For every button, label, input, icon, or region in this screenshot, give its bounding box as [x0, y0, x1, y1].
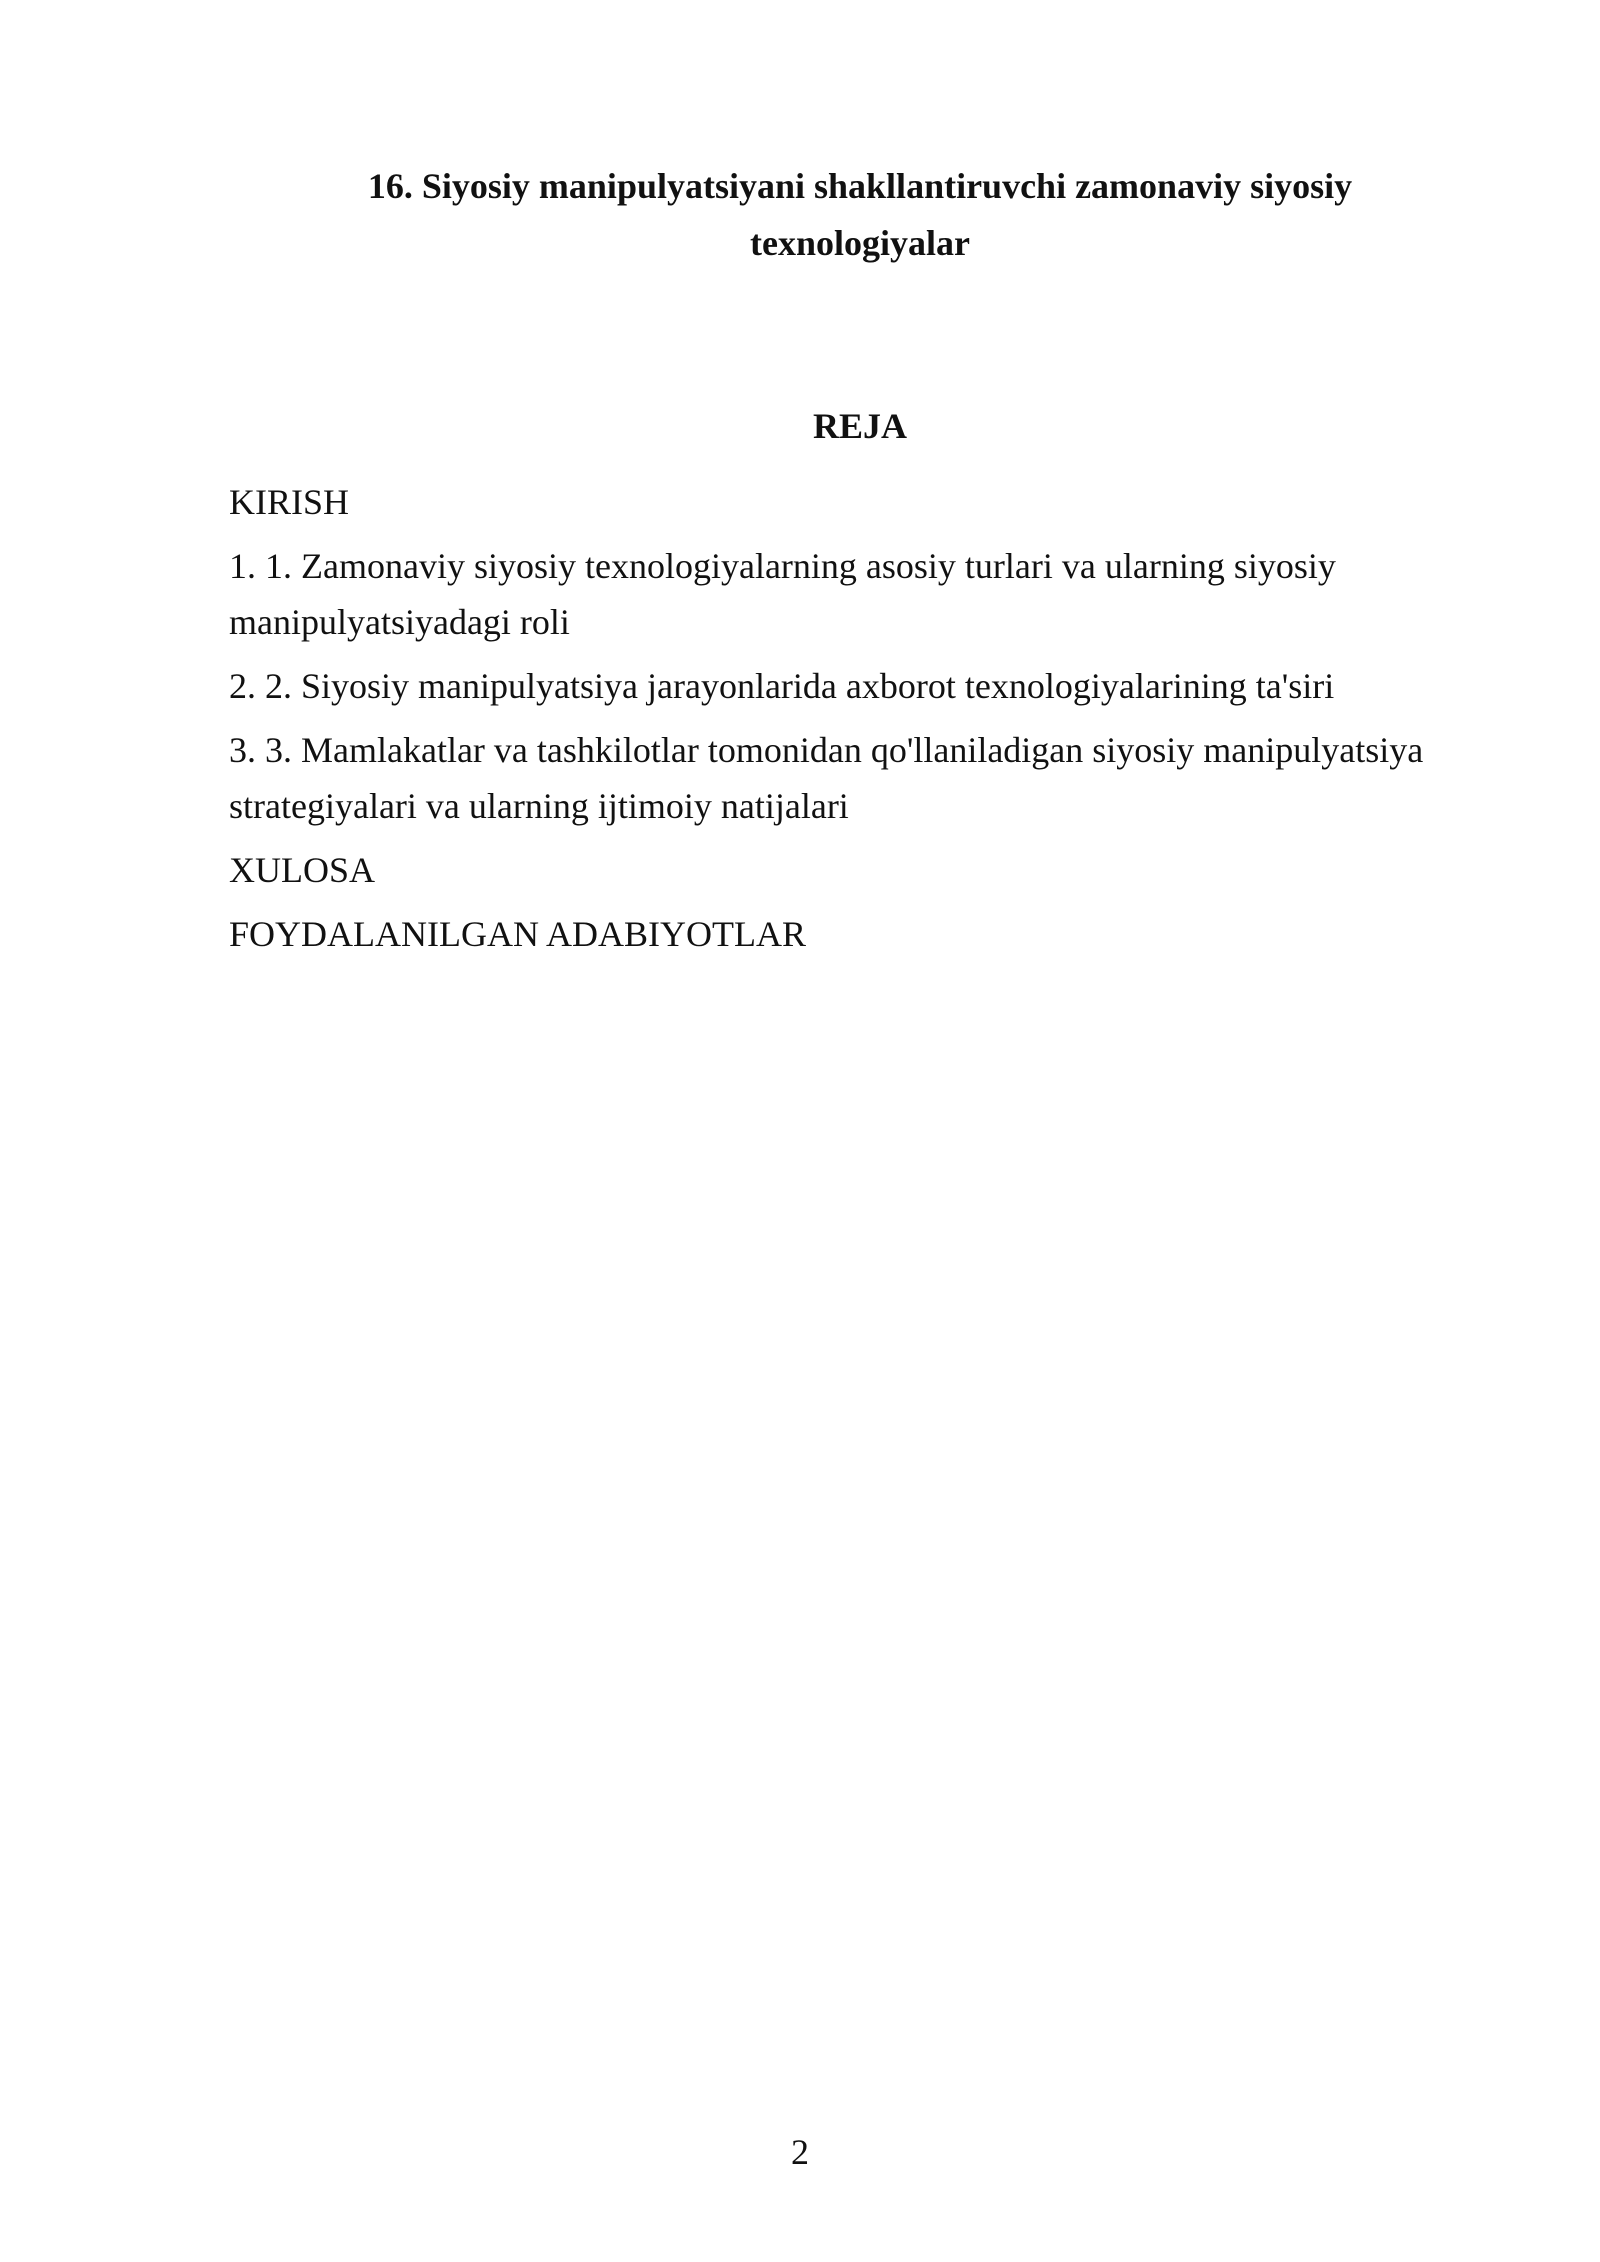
plan-list — [229, 474, 1529, 970]
plan-heading: REJA — [812, 406, 907, 446]
plan-item-chapter-2: 2. 2. Siyosiy manipulyatsiya jarayonlarida axborot texnologiyalarining ta'siri — [229, 666, 1335, 706]
page-number: 2 — [791, 2132, 809, 2172]
plan-item-chapter-1: 1. 1. Zamonaviy siyosiy texnologiyalarning asosiy turlari va ularning siyosiy manipulyatsiyadagi roli — [229, 546, 1336, 642]
plan-item-references: FOYDALANILGAN ADABIYOTLAR — [229, 914, 806, 954]
plan-item-conclusion: XULOSA — [229, 850, 376, 890]
plan-item-introduction: KIRISH — [229, 482, 350, 522]
document-title: 16. Siyosiy manipulyatsiyani shakllantiruvchi zamonaviy siyosiy texnologiyalar — [367, 166, 1353, 263]
plan-item-chapter-3: 3. 3. Mamlakatlar va tashkilotlar tomonidan qo'llaniladigan siyosiy manipulyatsiya strategiyalari va ularning ijtimoiy natijalari — [229, 730, 1424, 826]
